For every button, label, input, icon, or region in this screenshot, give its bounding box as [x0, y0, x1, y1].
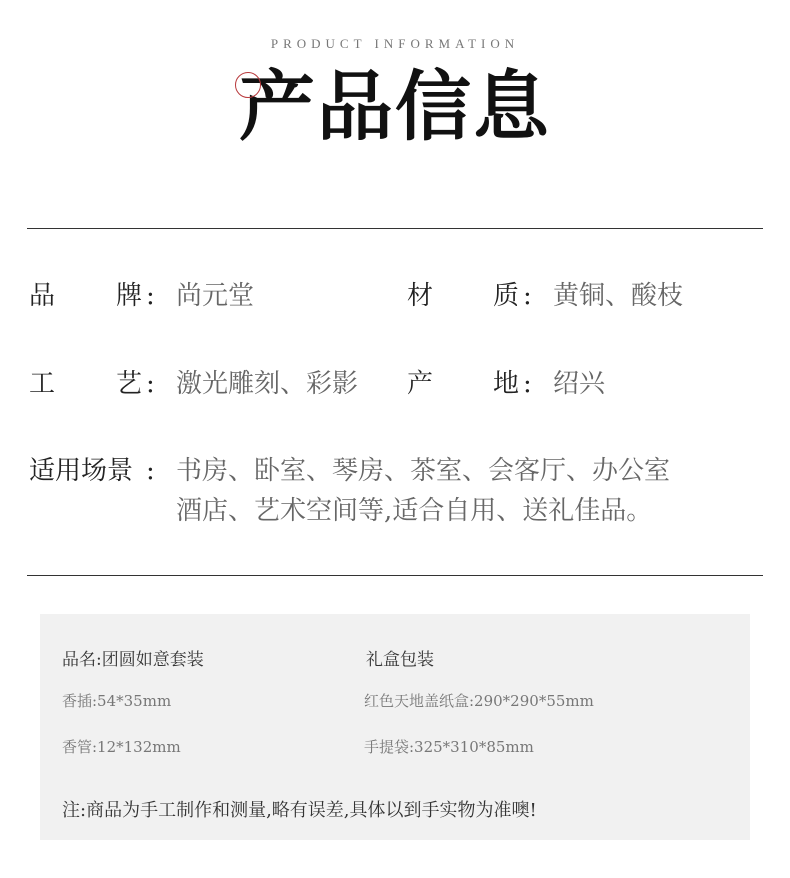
section-subtitle: PRODUCT INFORMATION — [270, 36, 520, 51]
bag-size: 手提袋:325*310*85mm — [364, 738, 534, 756]
material-label-first: 材 — [407, 281, 434, 311]
craft-label-second: 艺 — [116, 369, 143, 399]
scene-value-line1: 书房、卧室、琴房、茶室、会客厅、办公室 — [176, 456, 671, 486]
origin-value: 绍兴 — [553, 369, 606, 399]
brand-label-second: 牌 — [116, 281, 143, 311]
origin-label-first: 产 — [407, 369, 434, 399]
material-value: 黄铜、酸枝 — [553, 281, 684, 311]
divider-bottom — [27, 575, 763, 576]
craft-label-first: 工 — [29, 369, 56, 399]
craft-colon: : — [146, 369, 155, 399]
product-name: 品名:团圆如意套装 — [62, 650, 204, 670]
brand-label-first: 品 — [29, 281, 56, 311]
spec-panel — [40, 614, 750, 840]
origin-colon: : — [523, 369, 532, 399]
insert-size: 香插:54*35mm — [62, 692, 172, 710]
page-title-text: 产品信息 — [239, 62, 551, 151]
scene-label: 适用场景 — [29, 456, 134, 486]
origin-label-second: 地 — [493, 369, 520, 399]
material-label-second: 质 — [493, 281, 520, 311]
brand-value: 尚元堂 — [176, 281, 255, 311]
scene-colon: : — [146, 456, 155, 486]
box-size: 红色天地盖纸盒:290*290*55mm — [364, 692, 594, 710]
material-colon: : — [523, 281, 532, 311]
decorative-circle-icon — [235, 72, 261, 98]
package-title: 礼盒包装 — [366, 650, 434, 670]
divider-top — [27, 228, 763, 229]
craft-value: 激光雕刻、彩影 — [176, 369, 359, 399]
disclaimer-note: 注:商品为手工制作和测量,略有误差,具体以到手实物为准噢! — [62, 800, 537, 821]
scene-value-line2: 酒店、艺术空间等,适合自用、送礼佳品。 — [176, 496, 653, 526]
brand-colon: : — [146, 281, 155, 311]
tube-size: 香管:12*132mm — [62, 738, 181, 756]
title-wrap — [0, 62, 790, 152]
page-title — [239, 62, 551, 152]
